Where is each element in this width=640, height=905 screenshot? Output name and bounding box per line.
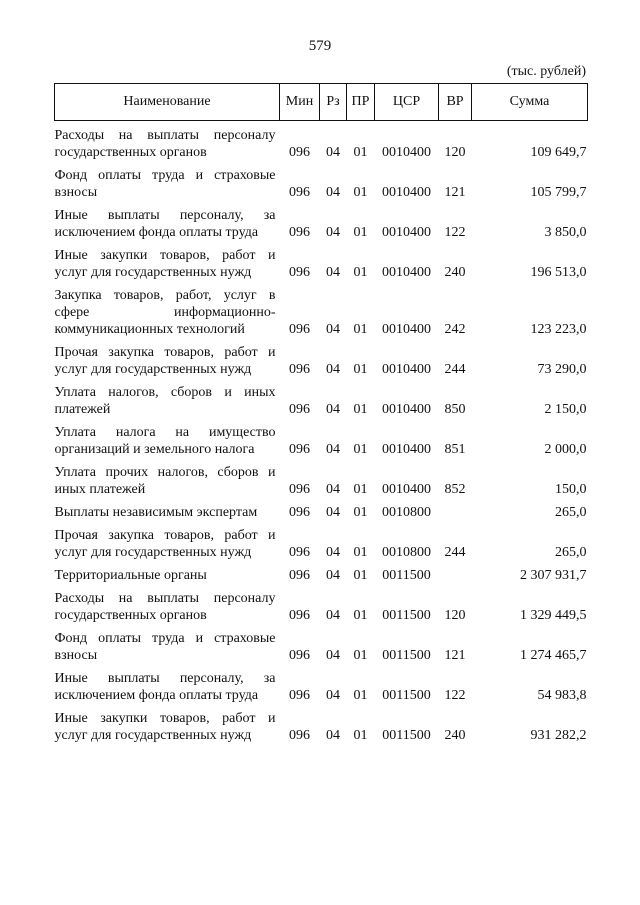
table-row xyxy=(55,378,588,418)
table-row xyxy=(55,241,588,281)
vr-cell: 851 xyxy=(444,442,466,457)
csr-cell: 0011500 xyxy=(382,608,431,623)
vr-cell: 244 xyxy=(444,362,466,377)
vr-cell: 121 xyxy=(444,648,466,663)
name-cell: Выплаты независимым экспертам xyxy=(54,505,258,520)
units-label: (тыс. рублей) xyxy=(506,64,586,79)
table-row xyxy=(55,338,588,378)
vr-cell: 121 xyxy=(444,185,466,200)
name-cell: Закупка товаров, работ, услуг в сфере информационно-коммуникационных технологий xyxy=(54,288,276,337)
min-cell: 096 xyxy=(289,482,310,497)
min-cell: 096 xyxy=(289,362,310,377)
min-cell: 096 xyxy=(289,265,310,280)
name-cell: Прочая закупка товаров, работ и услуг для государственных нужд xyxy=(54,345,276,377)
vr-cell xyxy=(439,561,472,584)
csr-cell: 0011500 xyxy=(382,648,431,663)
pr-cell: 01 xyxy=(353,608,368,623)
sum-cell: 123 223,0 xyxy=(530,322,587,337)
table-row xyxy=(55,561,588,584)
vr-cell: 244 xyxy=(444,545,466,560)
rz-cell: 04 xyxy=(326,482,340,497)
vr-cell: 852 xyxy=(444,482,466,497)
table-row xyxy=(55,664,588,704)
name-cell: Расходы на выплаты персоналу государственных органов xyxy=(54,591,276,623)
header-pr: ПР xyxy=(347,84,375,121)
min-cell: 096 xyxy=(289,728,310,743)
csr-cell: 0010400 xyxy=(382,225,431,240)
pr-cell: 01 xyxy=(353,505,368,520)
name-cell: Фонд оплаты труда и страховые взносы xyxy=(54,168,276,200)
min-cell: 096 xyxy=(289,225,310,240)
csr-cell: 0010800 xyxy=(382,545,431,560)
pr-cell: 01 xyxy=(353,362,368,377)
min-cell: 096 xyxy=(289,402,310,417)
min-cell: 096 xyxy=(289,442,310,457)
min-cell: 096 xyxy=(289,648,310,663)
rz-cell: 04 xyxy=(326,225,340,240)
rz-cell: 04 xyxy=(326,362,340,377)
vr-cell: 120 xyxy=(444,145,466,160)
csr-cell: 0011500 xyxy=(382,688,431,703)
csr-cell: 0010400 xyxy=(382,145,431,160)
vr-cell: 240 xyxy=(444,265,466,280)
sum-cell: 931 282,2 xyxy=(530,728,587,743)
table-row xyxy=(55,418,588,458)
csr-cell: 0010400 xyxy=(382,265,431,280)
min-cell: 096 xyxy=(289,185,310,200)
rz-cell: 04 xyxy=(326,648,340,663)
sum-cell: 105 799,7 xyxy=(530,185,587,200)
name-cell: Иные закупки товаров, работ и услуг для государственных нужд xyxy=(54,248,276,280)
name-cell: Расходы на выплаты персоналу государственных органов xyxy=(54,128,276,160)
csr-cell: 0010400 xyxy=(382,322,431,337)
vr-cell: 850 xyxy=(444,402,466,417)
pr-cell: 01 xyxy=(353,648,368,663)
name-cell: Уплата налогов, сборов и иных платежей xyxy=(54,385,276,417)
csr-cell: 0010400 xyxy=(382,362,431,377)
table-header-row xyxy=(55,84,588,121)
rz-cell: 04 xyxy=(326,545,340,560)
rz-cell: 04 xyxy=(326,505,340,520)
pr-cell: 01 xyxy=(353,322,368,337)
header-rz: Рз xyxy=(320,84,347,121)
table-row xyxy=(55,584,588,624)
pr-cell: 01 xyxy=(353,402,368,417)
pr-cell: 01 xyxy=(353,442,368,457)
table-row xyxy=(55,281,588,338)
csr-cell: 0010400 xyxy=(382,402,431,417)
rz-cell: 04 xyxy=(326,442,340,457)
table-row xyxy=(55,498,588,521)
table-row xyxy=(55,161,588,201)
table-row xyxy=(55,704,588,744)
pr-cell: 01 xyxy=(353,225,368,240)
min-cell: 096 xyxy=(289,568,310,583)
rz-cell: 04 xyxy=(326,145,340,160)
header-vr: ВР xyxy=(439,84,472,121)
min-cell: 096 xyxy=(289,145,310,160)
name-cell: Иные выплаты персоналу, за исключением фонда оплаты труда xyxy=(54,208,276,240)
name-cell: Уплата прочих налогов, сборов и иных платежей xyxy=(54,465,276,497)
csr-cell: 0010400 xyxy=(382,442,431,457)
header-sum: Сумма xyxy=(472,84,588,121)
rz-cell: 04 xyxy=(326,265,340,280)
name-cell: Иные закупки товаров, работ и услуг для государственных нужд xyxy=(54,711,276,743)
rz-cell: 04 xyxy=(326,185,340,200)
header-min: Мин xyxy=(280,84,320,121)
min-cell: 096 xyxy=(289,322,310,337)
vr-cell: 120 xyxy=(444,608,466,623)
sum-cell: 265,0 xyxy=(555,545,587,560)
pr-cell: 01 xyxy=(353,145,368,160)
pr-cell: 01 xyxy=(353,688,368,703)
budget-table xyxy=(54,83,588,744)
header-name: Наименование xyxy=(55,84,280,121)
rz-cell: 04 xyxy=(326,402,340,417)
sum-cell: 265,0 xyxy=(555,505,587,520)
sum-cell: 196 513,0 xyxy=(530,265,587,280)
csr-cell: 0010400 xyxy=(382,185,431,200)
sum-cell: 150,0 xyxy=(555,482,587,497)
csr-cell: 0011500 xyxy=(382,728,431,743)
sum-cell: 3 850,0 xyxy=(544,225,587,240)
pr-cell: 01 xyxy=(353,545,368,560)
sum-cell: 1 274 465,7 xyxy=(520,648,587,663)
vr-cell: 240 xyxy=(444,728,466,743)
min-cell: 096 xyxy=(289,688,310,703)
name-cell: Уплата налога на имущество организаций и земельного налога xyxy=(54,425,276,457)
sum-cell: 73 290,0 xyxy=(537,362,587,377)
pr-cell: 01 xyxy=(353,482,368,497)
sum-cell: 109 649,7 xyxy=(530,145,587,160)
vr-cell: 122 xyxy=(444,688,466,703)
page-number: 579 xyxy=(308,38,332,54)
name-cell: Фонд оплаты труда и страховые взносы xyxy=(54,631,276,663)
rz-cell: 04 xyxy=(326,608,340,623)
pr-cell: 01 xyxy=(353,568,368,583)
name-cell: Территориальные органы xyxy=(54,568,207,583)
pr-cell: 01 xyxy=(353,728,368,743)
rz-cell: 04 xyxy=(326,688,340,703)
rz-cell: 04 xyxy=(326,322,340,337)
sum-cell: 54 983,8 xyxy=(537,688,587,703)
vr-cell: 242 xyxy=(444,322,466,337)
table-row xyxy=(55,624,588,664)
table-row xyxy=(55,121,588,162)
min-cell: 096 xyxy=(289,545,310,560)
min-cell: 096 xyxy=(289,608,310,623)
csr-cell: 0010400 xyxy=(382,482,431,497)
sum-cell: 2 150,0 xyxy=(544,402,587,417)
vr-cell xyxy=(439,498,472,521)
table-row xyxy=(55,521,588,561)
name-cell: Иные выплаты персоналу, за исключением фонда оплаты труда xyxy=(54,671,276,703)
min-cell: 096 xyxy=(289,505,310,520)
header-csr: ЦСР xyxy=(375,84,439,121)
sum-cell: 2 000,0 xyxy=(544,442,587,457)
pr-cell: 01 xyxy=(353,185,368,200)
csr-cell: 0011500 xyxy=(382,568,431,583)
sum-cell: 2 307 931,7 xyxy=(520,568,587,583)
name-cell: Прочая закупка товаров, работ и услуг для государственных нужд xyxy=(54,528,276,560)
rz-cell: 04 xyxy=(326,568,340,583)
rz-cell: 04 xyxy=(326,728,340,743)
table-row xyxy=(55,201,588,241)
sum-cell: 1 329 449,5 xyxy=(520,608,587,623)
pr-cell: 01 xyxy=(353,265,368,280)
vr-cell: 122 xyxy=(444,225,466,240)
csr-cell: 0010800 xyxy=(382,505,431,520)
table-row xyxy=(55,458,588,498)
